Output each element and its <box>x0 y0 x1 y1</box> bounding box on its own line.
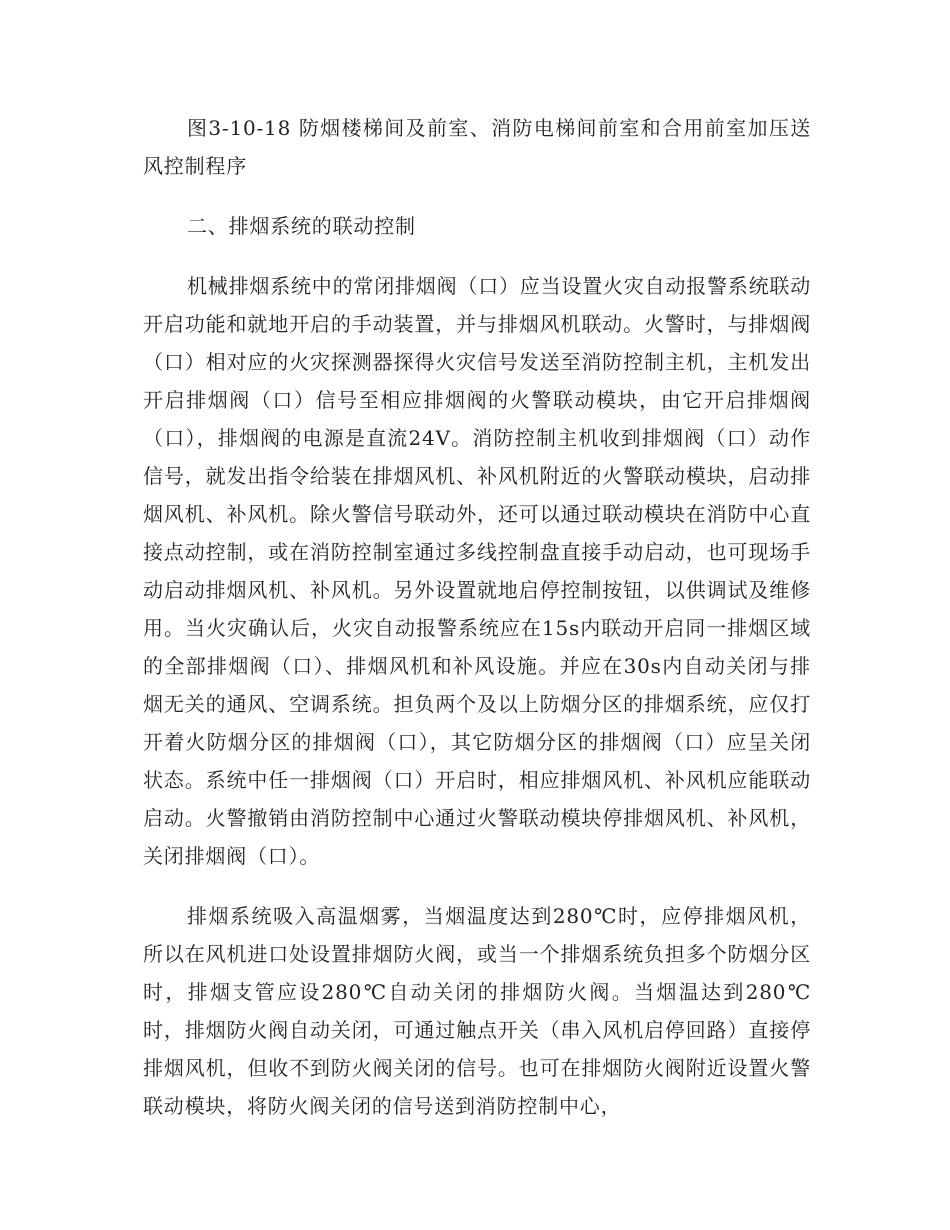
figure-caption: 图3-10-18 防烟楼梯间及前室、消防电梯间前室和合用前室加压送风控制程序 <box>143 116 811 178</box>
document-body <box>143 109 811 1125</box>
body-paragraph: 机械排烟系统中的常闭排烟阀（口）应当设置火灾自动报警系统联动开启功能和就地开启的手动装置，并与排烟风机联动。火警时，与排烟阀（口）相对应的火灾探测器探得火灾信号发送至消防控制主机，主机发出开启排烟阀（口）信号至相应排烟阀的火警联动模块，由它开启排烟阀（口），排烟阀的电源是直流24V。消防控制主机收到排烟阀（口）动作信号，就发出指令给装在排烟风机、补风机附近的火警联动模块，启动排烟风机、补风机。除火警信号联动外，还可以通过联动模块在消防中心直接点动控制，或在消防控制室通过多线控制盘直接手动启动，也可现场手动启动排烟风机、补风机。另外设置就地启停控制按钮，以供调试及维修用。当火灾确认后，火灾自动报警系统应在15s内联动开启同一排烟区域的全部排烟阀（口）、排烟风机和补风设施。并应在30s内自动关闭与排烟无关的通风、空调系统。担负两个及以上防烟分区的排烟系统，应仅打开着火防烟分区的排烟阀（口），其它防烟分区的排烟阀（口）应呈关闭状态。系统中任一排烟阀（口）开启时，相应排烟风机、补风机应能联动启动。火警撤销由消防控制中心通过火警联动模块停排烟风机、补风机，关闭排烟阀（口）。 <box>143 274 811 868</box>
body-paragraph: 排烟系统吸入高温烟雾，当烟温度达到280℃时，应停排烟风机，所以在风机进口处设置排烟防火阀，或当一个排烟系统负担多个防烟分区时，排烟支管应设280℃自动关闭的排烟防火阀。当烟温达到280℃时，排烟防火阀自动关闭，可通过触点开关（串入风机启停回路）直接停排烟风机，但收不到防火阀关闭的信号。也可在排烟防火阀附近设置火警联动模块，将防火阀关闭的信号送到消防控制中心， <box>143 904 811 1118</box>
section-heading: 二、排烟系统的联动控制 <box>187 214 416 238</box>
